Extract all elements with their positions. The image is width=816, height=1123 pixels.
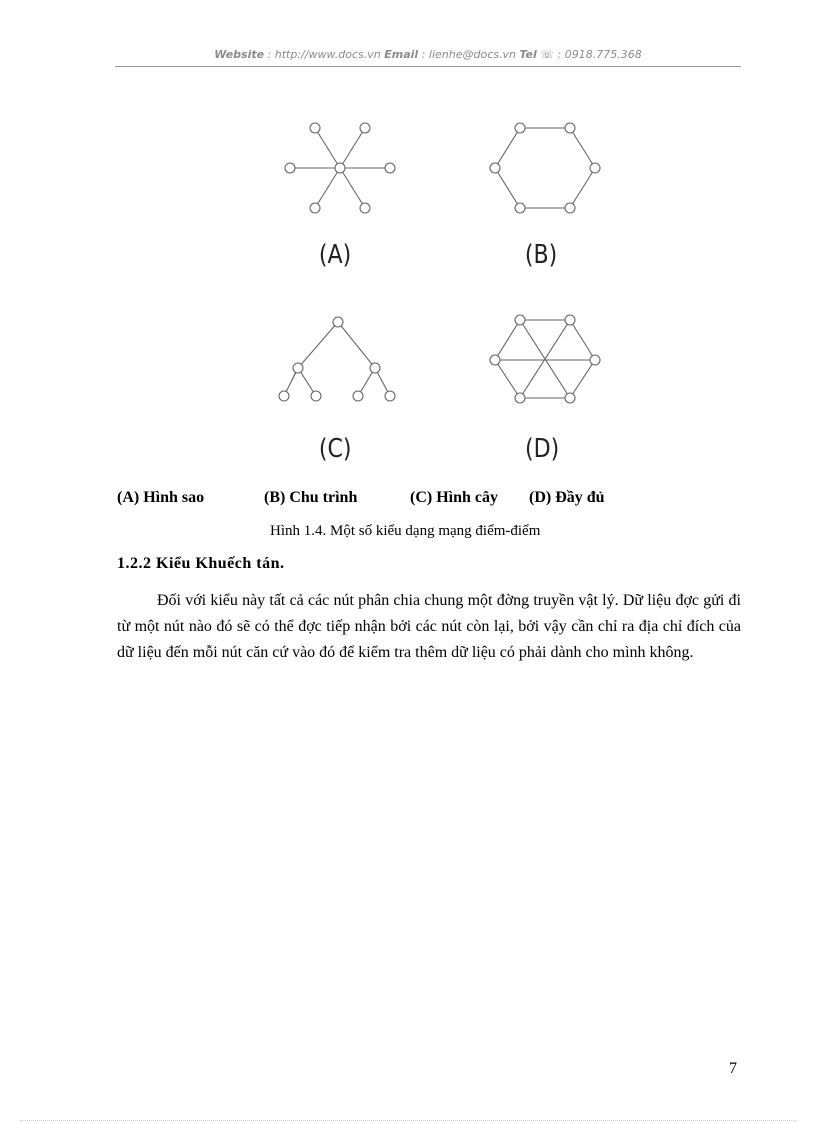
full-mesh-topology-graph — [495, 320, 595, 398]
footer-divider — [20, 1120, 796, 1121]
page-header — [115, 48, 741, 61]
topology-drawing — [270, 110, 610, 480]
page-number: 7 — [729, 1060, 737, 1077]
network-topology-figure — [270, 110, 610, 480]
panel-label-b: (B) — [524, 240, 558, 270]
email-value: : lienhe@docs.vn — [418, 48, 520, 61]
tel-value: : 0918.775.368 — [554, 48, 642, 61]
section-heading: 1.2.2 Kiểu Khuếch tán. — [117, 555, 285, 572]
panel-label-a: (A) — [318, 240, 352, 270]
figure-title: Hình 1.4. Một số kiểu dạng mạng điểm-điểm — [270, 523, 541, 539]
body-paragraph-block — [117, 588, 741, 666]
tree-topology-graph — [284, 322, 390, 396]
caption-full-mesh: (D) Đầy đủ — [529, 489, 605, 506]
caption-star: (A) Hình sao — [117, 489, 205, 506]
tel-label: Tel — [519, 48, 537, 61]
header-divider — [115, 66, 741, 67]
body-paragraph: Đối với kiểu này tất cả các nút phân chia chung một đờng truyền vật lý. Dữ liệu đợc gửi đi từ một nút nào đó sẽ có thể đợc tiếp nhận bởi các nút còn lại, bởi vậy cần chỉ ra địa chỉ đích của dữ liệu đến mỗi nút căn cứ vào đó để kiểm tra thêm dữ liệu có phải dành cho mình không. — [117, 592, 741, 661]
panel-label-c: (C) — [318, 434, 352, 464]
caption-ring: (B) Chu trình — [264, 489, 358, 506]
email-label: Email — [384, 48, 419, 61]
panel-label-d: (D) — [525, 434, 560, 464]
phone-icon: ☏ — [540, 48, 555, 61]
website-value: : http://www.docs.vn — [264, 48, 385, 61]
caption-tree: (C) Hình cây — [410, 489, 498, 506]
website-label: Website — [214, 48, 265, 61]
ring-topology-graph — [495, 128, 595, 208]
